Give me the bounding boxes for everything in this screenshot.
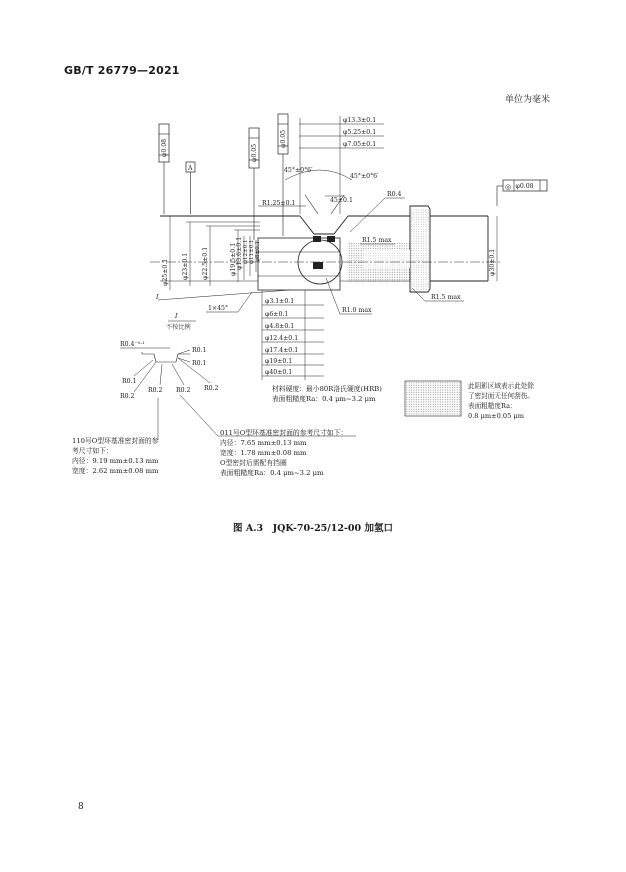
tol-value-1: φ0.08 (161, 138, 168, 157)
dim-bottom-5: φ17.4±0.1 (265, 347, 299, 354)
tol-value-2: φ0.05 (251, 143, 258, 162)
detail-radius-4: R0.1 (122, 378, 137, 385)
detail-radius-7: R0.2 (176, 387, 191, 394)
figure-caption: 图 A.3 JQK-70-25/12-00 加氢口 (233, 523, 393, 534)
dim-v-4: φ19.5±0.1 (230, 242, 237, 276)
detail-radius-5: R0.2 (120, 393, 135, 400)
detail-radius-6: R0.2 (148, 387, 163, 394)
shading-note: 此阴影区域表示此处除 了密封面无任何刮伤。 表面粗糙度Ra： 0.8 μm±0.05 μm (468, 382, 534, 420)
concentricity-icon: ◎ (505, 183, 512, 191)
page-number: 8 (78, 802, 84, 812)
oring-110-note: 110号O型环基准密封面的参 考尺寸如下： 内径：9.19 mm±0.13 mm 宽度：2.62 mm±0.08 mm (72, 437, 159, 475)
dim-bottom-1: φ3.1±0.1 (265, 298, 295, 305)
dim-bottom-2: φ6±0.1 (265, 311, 289, 318)
detail-radius-8: R0.2 (204, 385, 219, 392)
chamfer-dim: 45±0.1 (330, 197, 353, 204)
part-body (160, 195, 488, 292)
unit-note: 单位为毫米 (504, 95, 550, 105)
material-hardness: 材料硬度：最小80R洛氏硬度(HRB) (272, 385, 382, 393)
tolerance-frame-2 (249, 128, 259, 240)
dim-top-2: φ5.25±0.1 (343, 129, 377, 136)
radius-1: R1.25±0.1 (262, 200, 296, 207)
chamfer-note: 1×45° (208, 305, 229, 312)
oring-011-note: 011号O型环基准密封面的参考尺寸如下： 内径：7.65 mm±0.13 mm 宽度：1.78 mm±0.08 mm O型密封后需配有挡圈 表面粗糙度Ra：0.4 μm~3.2 μm (220, 429, 348, 477)
detail-scale: 不按比例 (166, 324, 191, 331)
detail-radius-3: R0.1 (192, 360, 207, 367)
detail-radius-1: R0.4⁻⁰·¹ (120, 341, 145, 348)
dim-bottom-7: φ40±0.1 (265, 369, 293, 376)
datum-box (186, 162, 195, 214)
dim-v-7: φ11±0.1 (249, 239, 255, 264)
dim-bottom-3: φ4.8±0.1 (265, 323, 295, 330)
datum-label: A (188, 165, 193, 172)
dim-v-3: φ22.5±0.1 (202, 246, 209, 280)
dim-v-2: φ23±0.1 (182, 252, 189, 280)
oring-groove-top-2 (327, 236, 335, 242)
shaded-flange (410, 209, 430, 290)
detail-view (142, 352, 190, 362)
oring-groove-bottom (313, 262, 323, 269)
angle-2: 45°±0°6′ (350, 173, 379, 180)
dim-top-3: φ7.05±0.1 (343, 141, 377, 148)
dim-bottom-4: φ12.4±0.1 (265, 335, 299, 342)
radius-3: R1.5 max (362, 237, 392, 244)
dim-top-1: φ13.3±0.1 (343, 117, 377, 124)
radius-2: R0.4 (387, 191, 402, 198)
tol-value-3: φ0.05 (280, 129, 287, 148)
tol-value-4: φ0.08 (515, 183, 534, 190)
standard-code: GB/T 26779—2021 (64, 64, 180, 77)
angle-1: 45°±0°6′ (284, 167, 313, 174)
dim-v-1: φ25±0.1 (162, 258, 169, 286)
detail-radius-2: R0.1 (192, 347, 207, 354)
dim-v-9: φ30±0.1 (489, 248, 496, 276)
dim-v-6: φ12±0.1 (243, 239, 249, 264)
radius-4: R1.0 max (342, 307, 372, 314)
shading-legend-swatch (405, 381, 461, 416)
detail-title-label: I (175, 313, 178, 320)
detail-label: I (156, 294, 159, 301)
dim-v-8: φ8±0.1 (255, 240, 261, 262)
material-note (272, 384, 382, 404)
tolerance-frame-1 (159, 124, 169, 214)
material-roughness: 表面粗糙度Ra：0.4 μm~3.2 μm (272, 395, 376, 403)
tolerance-frame-3 (278, 114, 288, 236)
radius-5: R1.5 max (431, 294, 461, 301)
dim-bottom-6: φ19±0.1 (265, 358, 293, 365)
dim-v-5: φ13.6±0.1 (236, 236, 243, 270)
